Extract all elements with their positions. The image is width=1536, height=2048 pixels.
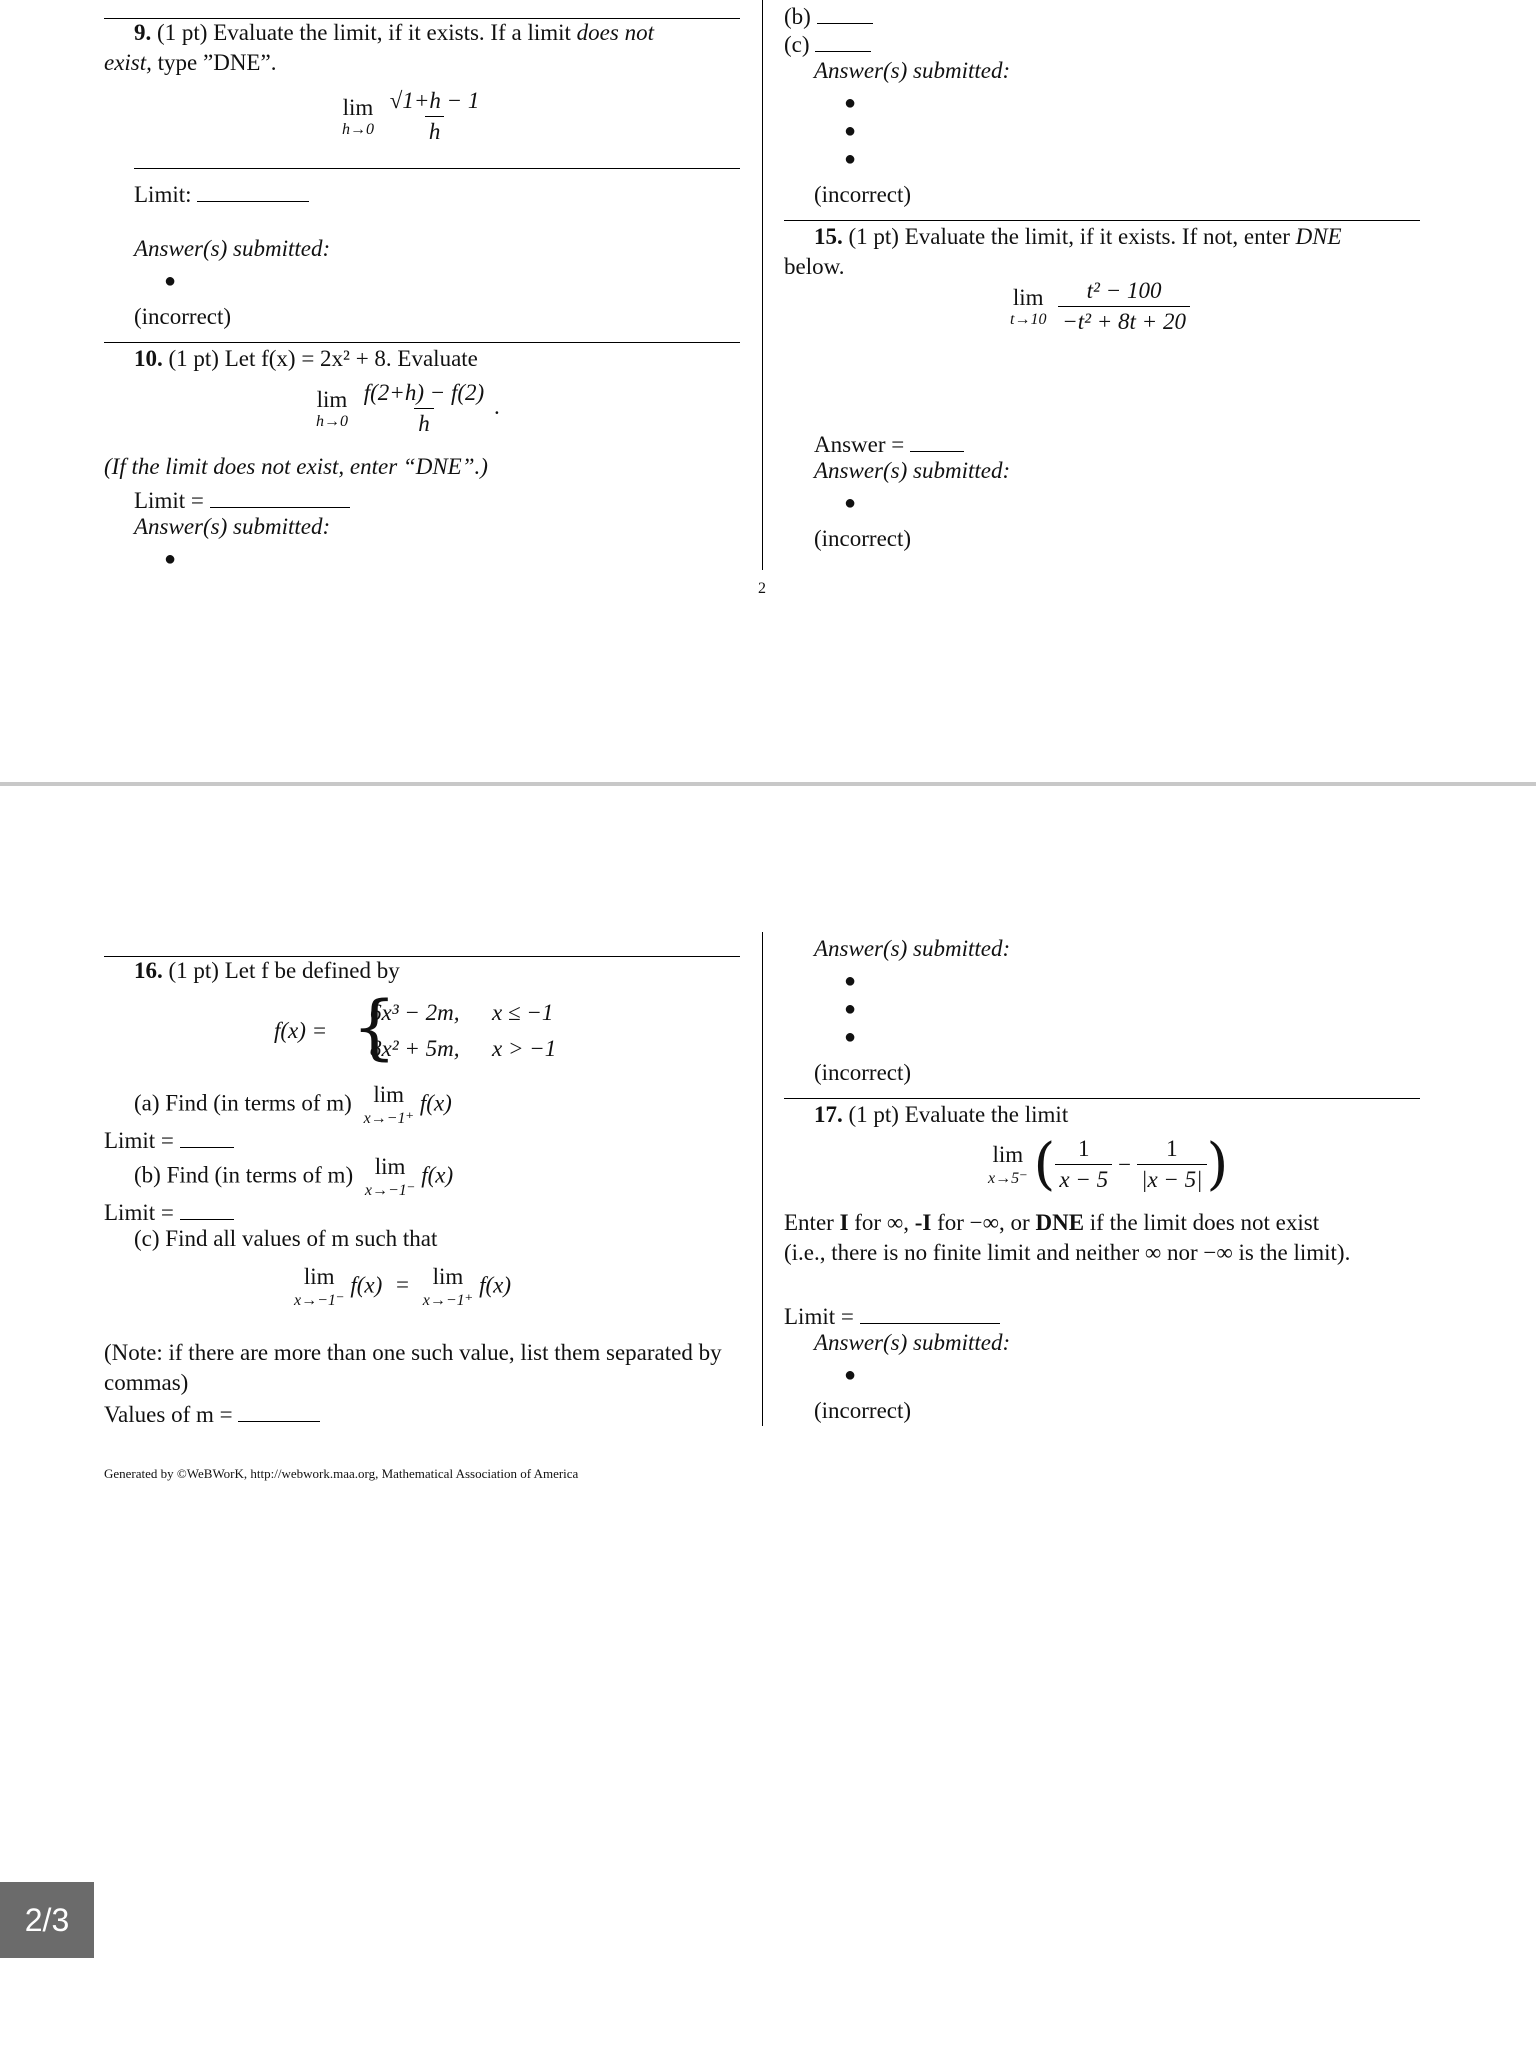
q16-case1-cond: x ≤ −1 — [492, 1000, 554, 1025]
q15-status: (incorrect) — [814, 526, 912, 551]
column-divider — [762, 932, 763, 1426]
submitted-bullet: ● — [164, 270, 177, 292]
q10-prompt: 10. (1 pt) Let f(x) = 2x² + 8. Evaluate — [134, 346, 478, 371]
pdf-page-3 — [0, 786, 1536, 2048]
q17-instructions: Enter I for ∞, -I for −∞, or DNE if the limit does not exist — [784, 1210, 1320, 1235]
q14-b-field[interactable] — [817, 0, 873, 24]
q9-answer-field[interactable] — [197, 178, 309, 202]
question-separator — [134, 168, 740, 169]
q16-status: (incorrect) — [814, 1060, 912, 1085]
question-separator — [104, 18, 740, 19]
q10-limit-row: Limit = — [134, 484, 350, 514]
q15-limit-expression: lim t→10 $\frac{\text{t² − 100}}{\text{−t² + 8t + 20}}$ — [1010, 278, 1190, 335]
q16-fx-label: f(x) = — [274, 1018, 328, 1043]
q10-limit-expression: lim h→0 $\frac{f(2+h) - f(2)}{h}$ . — [316, 380, 500, 436]
submitted-bullet: ● — [844, 1026, 857, 1048]
q15-prompt-cont: below. — [784, 254, 845, 279]
q10-submitted-label: Answer(s) submitted: — [134, 514, 331, 539]
q17-limit-expression: lim x→5⁻ ( $\frac{1}{x - 5}$ − $\frac{1}{|x - 5|}$ ) — [988, 1131, 1229, 1197]
q14-status: (incorrect) — [814, 182, 912, 207]
footer-credit: Generated by ©WeBWorK, http://webwork.maa.org, Mathematical Association of America — [104, 1466, 579, 1481]
pdf-page-2 — [0, 0, 1536, 782]
q16-prompt: 16. (1 pt) Let f be defined by — [134, 958, 400, 983]
q15-answer-row: Answer = — [814, 428, 964, 458]
submitted-bullet: ● — [844, 1364, 857, 1386]
q16-b-limit-row: Limit = — [104, 1196, 234, 1226]
page-number: 2 — [758, 580, 766, 597]
q15-submitted-label: Answer(s) submitted: — [814, 458, 1011, 483]
submitted-bullet: ● — [844, 148, 857, 170]
q17-prompt: 17. (1 pt) Evaluate the limit — [814, 1102, 1069, 1127]
q10-answer-field[interactable] — [210, 484, 350, 508]
question-separator — [104, 956, 740, 957]
question-separator — [784, 1098, 1420, 1099]
q10-note: (If the limit does not exist, enter “DNE”.) — [104, 454, 488, 479]
submitted-bullet: ● — [164, 548, 177, 570]
q17-answer-field[interactable] — [860, 1300, 1000, 1324]
q14-submitted-label: Answer(s) submitted: — [814, 58, 1011, 83]
piecewise-brace: { — [352, 986, 397, 1068]
q16-a-limit-row: Limit = — [104, 1124, 234, 1154]
q16-case1-expr: 6x³ − 2m, — [370, 1000, 460, 1025]
q16-case2-cond: x > −1 — [492, 1036, 557, 1061]
q14-c-row: (c) — [784, 28, 871, 58]
submitted-bullet: ● — [844, 492, 857, 514]
question-separator — [104, 342, 740, 343]
q9-submitted-label: Answer(s) submitted: — [134, 236, 331, 261]
q17-status: (incorrect) — [814, 1398, 912, 1423]
q16-case2-expr: 8x² + 5m, — [370, 1036, 460, 1061]
submitted-bullet: ● — [844, 120, 857, 142]
q17-submitted-label: Answer(s) submitted: — [814, 1330, 1011, 1355]
q16-b-answer-field[interactable] — [180, 1196, 234, 1220]
q14-b-row: (b) — [784, 0, 873, 30]
q16-part-a: (a) Find (in terms of m) lim x→−1⁺ f(x) — [134, 1082, 452, 1127]
q16-c-answer-field[interactable] — [238, 1398, 320, 1422]
submitted-bullet: ● — [844, 92, 857, 114]
column-divider — [762, 0, 763, 570]
q15-prompt: 15. (1 pt) Evaluate the limit, if it exists. If not, enter DNE — [814, 224, 1342, 249]
q9-prompt: 9. (1 pt) Evaluate the limit, if it exists. If a limit does not — [134, 20, 654, 45]
submitted-bullet: ● — [844, 970, 857, 992]
q17-instructions-cont: (i.e., there is no finite limit and neither ∞ nor −∞ is the limit). — [784, 1240, 1351, 1265]
q9-limit-expression: lim h→0 $\frac{√1+h - 1}{h}$ — [342, 88, 480, 144]
q16-a-answer-field[interactable] — [180, 1124, 234, 1148]
q17-limit-row: Limit = — [784, 1300, 1000, 1330]
q14-c-field[interactable] — [815, 28, 871, 52]
q9-prompt-cont: exist, type ”DNE”. — [104, 50, 277, 75]
page-indicator: 2/3 — [0, 1882, 94, 1958]
q16-values-row: Values of m = — [104, 1398, 320, 1428]
q16-submitted-label: Answer(s) submitted: — [814, 936, 1011, 961]
q9-status: (incorrect) — [134, 304, 232, 329]
q16-part-c: (c) Find all values of m such that — [134, 1226, 438, 1251]
q16-part-b: (b) Find (in terms of m) lim x→−1⁻ f(x) — [134, 1154, 454, 1199]
q9-limit-row: Limit: — [134, 178, 309, 208]
submitted-bullet: ● — [844, 998, 857, 1020]
q16-c-equation: lim x→−1⁻ f(x) = lim x→−1⁺ f(x) — [294, 1264, 512, 1309]
q15-answer-field[interactable] — [910, 428, 964, 452]
question-separator — [784, 220, 1420, 221]
q16-note: (Note: if there are more than one such value, list them separated by commas) — [104, 1340, 722, 1395]
